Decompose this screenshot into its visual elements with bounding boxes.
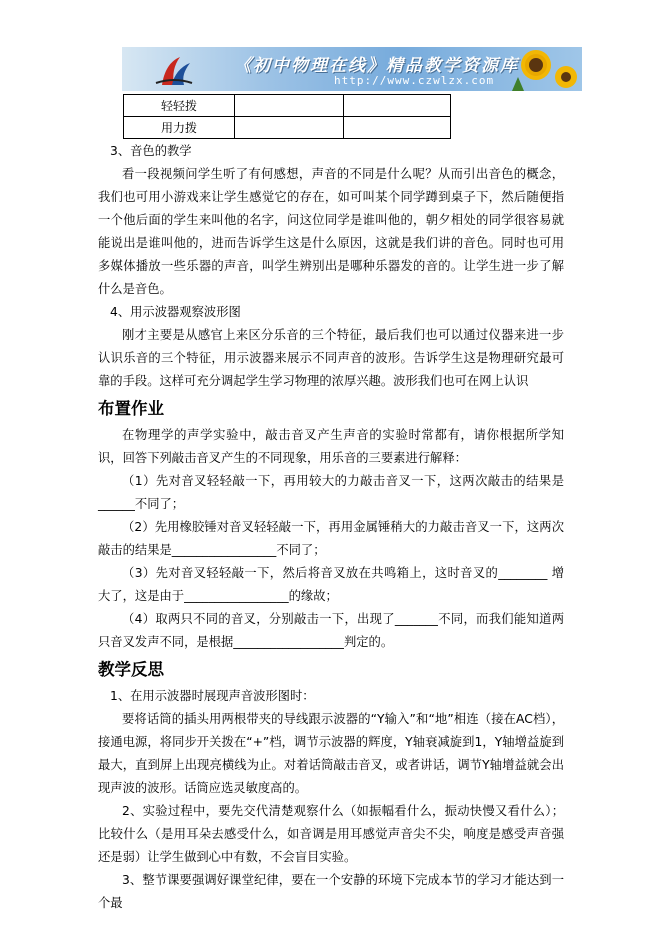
reflection-item-heading: 1、在用示波器时展现声音波形图时： bbox=[110, 689, 315, 703]
reflection-title: 教学反思 bbox=[98, 660, 164, 679]
table-row bbox=[124, 95, 451, 117]
table-cell-label: 轻轻拨 bbox=[124, 95, 235, 117]
banner-url: http://www.czwlzx.com bbox=[334, 74, 495, 87]
table-row bbox=[124, 117, 451, 139]
question-3: （3）先对音叉轻轻敲一下，然后将音叉放在共鸣箱上，这时音叉的________ 增大了，这是由于_________________的缘故； bbox=[98, 566, 564, 603]
paragraph: 看一段视频问学生听了有何感想，声音的不同是什么呢？从而引出音色的概念，我们也可用小游戏来让学生感觉它的存在，如可叫某个同学蹲到桌子下，然后随便指一个他后面的学生来叫他的名字，问这位同学是谁叫他的，朝夕相处的同学很容易就能说出是谁叫他的，进而告诉学生这是什么原因，这就是我们讲的音色。同时也可用多媒体播放一些乐器的声音，叫学生辨别出是哪种乐器发的音的。让学生进一步了解什么是音色。 bbox=[98, 167, 564, 296]
paragraph: 刚才主要是从感官上来区分乐音的三个特征，最后我们也可以通过仪器来进一步认识乐音的三个特征，用示波器来展示不同声音的波形。告诉学生这是物理研究最可靠的手段。这样可充分调起学生学习物理的浓厚兴趣。波形我们也可在网上认识 bbox=[98, 328, 564, 388]
site-logo-icon bbox=[154, 55, 194, 87]
paragraph: 2、实验过程中，要先交代清楚观察什么（如振幅看什么，振动快慢又看什么）；比较什么（是用耳朵去感受什么，如音调是用耳感觉声音尖不尖，响度是感受声音强还是弱）让学生做到心中有数，不会盲目实验。 bbox=[98, 804, 564, 864]
table-cell bbox=[235, 95, 344, 117]
question-4: （4）取两只不同的音叉，分别敲击一下，出现了_______不同，而我们能知道两只音叉发声不同，是根据__________________判定的。 bbox=[98, 612, 564, 649]
document-body bbox=[98, 140, 564, 915]
section-heading: 3、音色的教学 bbox=[110, 144, 192, 158]
table-cell bbox=[235, 117, 344, 139]
paragraph: 3、整节课要强调好课堂纪律，要在一个安静的环境下完成本节的学习才能达到一个最 bbox=[98, 873, 564, 910]
table-cell bbox=[344, 95, 451, 117]
experiment-table bbox=[123, 94, 451, 139]
table-cell-label: 用力拨 bbox=[124, 117, 235, 139]
table-cell bbox=[344, 117, 451, 139]
paragraph: 在物理学的声学实验中，敲击音叉产生声音的实验时常都有，请你根据所学知识，回答下列敲击音叉产生的不同现象，用乐音的三要素进行解释： bbox=[98, 428, 564, 465]
section-heading: 4、用示波器观察波形图 bbox=[110, 305, 241, 319]
question-2: （2）先用橡胶锤对音叉轻轻敲一下，再用金属锤稍大的力敲击音叉一下，这两次敲击的结果是_________________不同了； bbox=[98, 520, 564, 557]
banner-title: 《初中物理在线》精品教学资源库 bbox=[234, 56, 519, 76]
header-banner bbox=[122, 47, 582, 91]
question-1: （1）先对音叉轻轻敲一下，再用较大的力敲击音叉一下，这两次敲击的结果是______不同了； bbox=[98, 474, 564, 511]
homework-title: 布置作业 bbox=[98, 399, 164, 418]
paragraph: 要将话筒的插头用两根带夹的导线跟示波器的“Y输入”和“地”相连（接在AC档），接通电源，将同步开关拨在“+”档，调节示波器的辉度，Y轴衰减旋到1，Y轴增益旋到最大，直到屏上出现亮横线为止。对着话筒敲击音叉，或者讲话，调节Y轴增益就会出现声波的波形。话筒应选灵敏度高的。 bbox=[98, 712, 564, 795]
sunflower-icon bbox=[502, 47, 582, 91]
